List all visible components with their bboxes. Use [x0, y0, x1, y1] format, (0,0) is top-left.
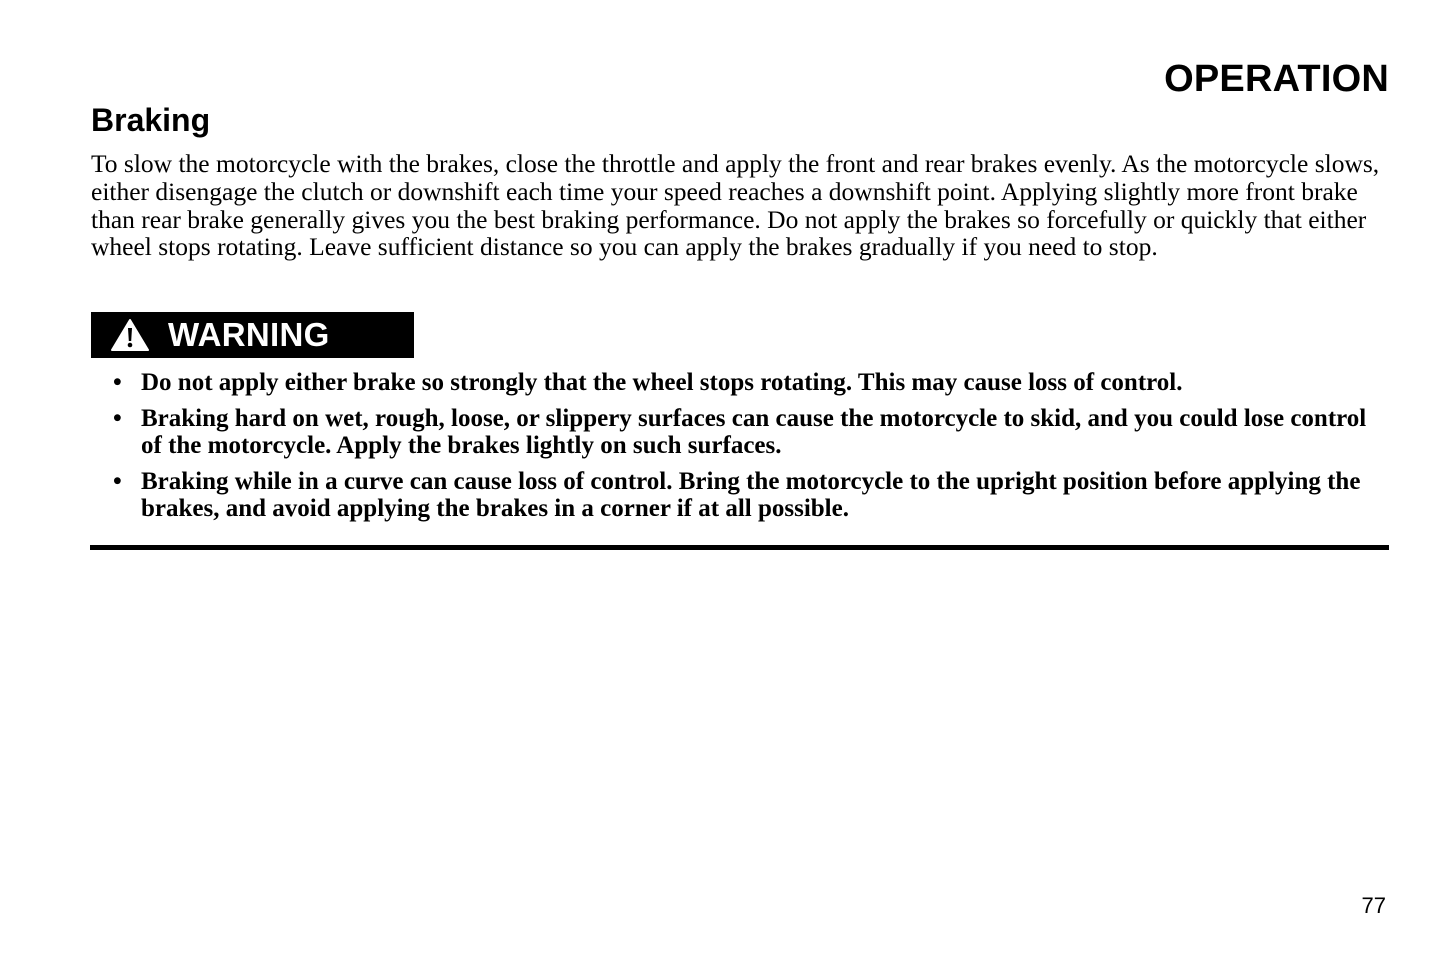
warning-triangle-icon	[110, 318, 150, 352]
warning-item	[110, 369, 1370, 397]
section-divider	[90, 545, 1389, 550]
bullet: •	[113, 467, 122, 495]
warning-item	[110, 405, 1370, 460]
bullet: •	[113, 404, 122, 432]
warning-label: WARNING	[168, 316, 330, 353]
warning-item-text: Do not apply either brake so strongly that the wheel stops rotating. This may cause loss of control.	[141, 369, 1183, 396]
warning-item-text: Braking while in a curve can cause loss of control. Bring the motorcycle to the upright position before applying the brakes, and avoid applying the brakes in a corner if at all possible.	[141, 467, 1361, 522]
body-paragraph: To slow the motorcycle with the brakes, close the throttle and apply the front and rear brakes evenly. As the motorcycle slows, either disengage the clutch or downshift each time your speed reaches a downshift point. Applying slightly more front brake than rear brake generally gives you the best braking performance. Do not apply the brakes so forcefully or quickly that either wheel stops rotating. Leave sufficient distance so you can apply the brakes gradually if you need to stop.	[91, 149, 1380, 262]
page-number: 77	[1361, 893, 1386, 918]
warning-item-text: Braking hard on wet, rough, loose, or slippery surfaces can cause the motorcycle to skid, and you could lose control of the motorcycle. Apply the brakes lightly on such surfaces.	[141, 404, 1367, 459]
warning-list	[110, 369, 1370, 531]
section-title: OPERATION	[1164, 58, 1389, 100]
subsection-title: Braking	[91, 102, 211, 138]
warning-item	[110, 468, 1370, 523]
bullet: •	[113, 369, 122, 396]
warning-banner	[91, 312, 414, 358]
